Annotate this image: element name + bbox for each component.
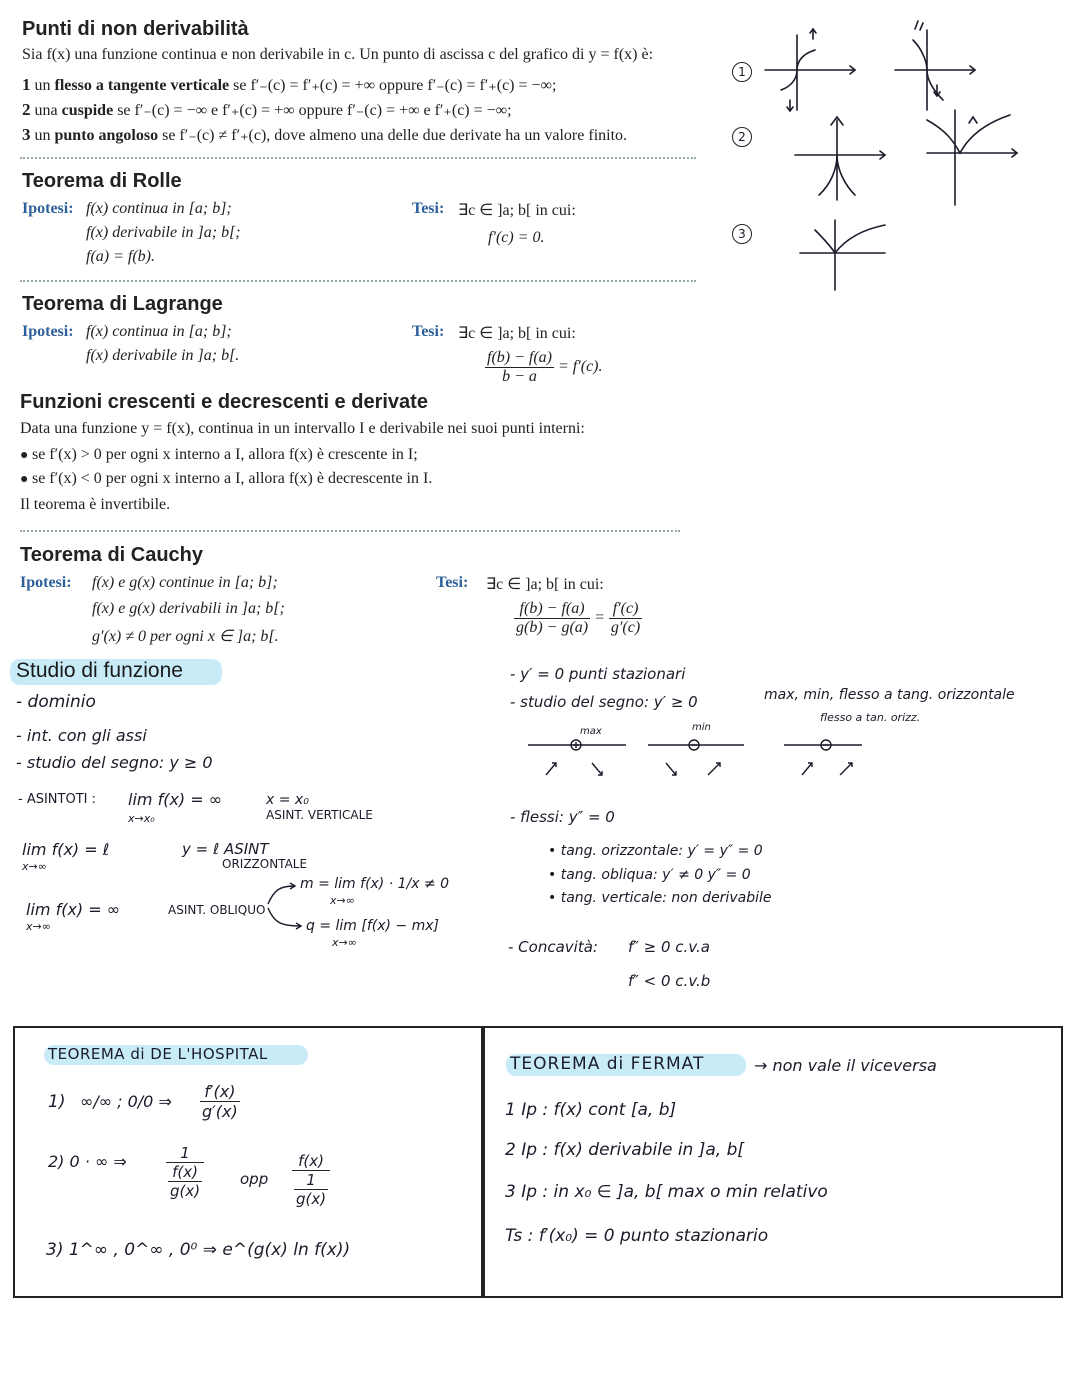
obliquo-q-sub: x→∞: [332, 936, 357, 949]
fraction-denominator: g′(c): [610, 619, 641, 636]
fraction-numerator: 1: [166, 1144, 204, 1163]
fraction-numerator: f(b) − f(a): [487, 349, 552, 366]
formula-rhs: = f′(c).: [558, 358, 603, 376]
obliquo-m-formula: m = lim f(x) · 1/x ≠ 0: [300, 876, 450, 892]
fraction-denominator: b − a: [502, 368, 537, 385]
section-title-cauchy: Teorema di Cauchy: [20, 544, 204, 566]
bullet-text: se f′(x) < 0 per ogni x interno a I, allora f(x) è decrescente in I.: [31, 470, 433, 487]
sketch-label-1: 1: [732, 62, 752, 82]
hospital-rule-3: 3) 1^∞ , 0^∞ , 0⁰ ⇒ e^(g(x) ln f(x)): [46, 1240, 351, 1260]
cauchy-tesi: ∃c ∈ ]a; b[ in cui:: [486, 576, 604, 593]
hospital-title: TEOREMA di DE L'HOSPITAL: [48, 1045, 268, 1063]
fermat-hyp-2: 2 Ip : f(x) derivabile in ]a, b[: [505, 1140, 744, 1160]
flesso-tang-verticale: • tang. verticale: non derivabile: [548, 890, 772, 906]
divider: [20, 530, 680, 532]
studio-dominio: - dominio: [16, 692, 96, 712]
rolle-tesi-2: f′(c) = 0.: [488, 229, 545, 246]
punti-item-3: [22, 125, 627, 145]
fraction-numerator: f(b) − f(a): [514, 600, 590, 619]
lagrange-tesi-label: Tesi:: [412, 323, 445, 340]
rolle-ipotesi-1: f(x) continua in [a; b];: [86, 200, 232, 217]
studio-segno-derivata: - studio del segno: y′ ≥ 0: [510, 693, 698, 711]
cauchy-formula: [514, 600, 642, 637]
lagrange-ipotesi-2: f(x) derivabile in ]a; b[.: [86, 347, 240, 364]
asintoto-verticale-sub: x→x₀: [128, 812, 155, 825]
hospital-rule-2-label: 2) 0 · ∞ ⇒: [48, 1152, 127, 1171]
studio-flesso-note: flesso a tan. orizz.: [820, 711, 921, 724]
obliquo-q-formula: q = lim [f(x) − mx]: [306, 918, 439, 934]
hospital-rule-1-label: 1): [48, 1092, 66, 1112]
cauchy-ipotesi-1: f(x) e g(x) continue in [a; b];: [92, 574, 278, 591]
hospital-rule-1-forms: ∞/∞ ; 0/0 ⇒: [80, 1092, 172, 1111]
non-derivability-sketches: [755, 25, 1055, 285]
fraction-numerator: f(x): [168, 1163, 202, 1182]
studio-stazionari: - y′ = 0 punti stazionari: [510, 665, 686, 683]
curve-cusp-up: [927, 115, 1010, 153]
item-text: un: [34, 77, 55, 94]
flesso-tang-obliqua: • tang. obliqua: y′ ≠ 0 y″ = 0: [548, 867, 751, 883]
asintoto-verticale-limit: lim f(x) = ∞: [128, 790, 223, 809]
asintoto-orizzontale-eq: y = ℓ ASINT: [182, 840, 269, 858]
rolle-tesi-1: ∃c ∈ ]a; b[ in cui:: [458, 202, 576, 219]
max-label: max: [580, 726, 602, 737]
studio-int-assi: - int. con gli assi: [16, 726, 147, 745]
punti-item-1: [22, 75, 556, 95]
studio-asintoti-label: - ASINTOTI :: [18, 792, 96, 807]
punti-item-2: [22, 100, 512, 120]
bullet-text: se f′(x) > 0 per ogni x interno a I, allora f(x) è crescente in I;: [31, 446, 418, 463]
min-label: min: [692, 722, 711, 733]
asintoto-verticale-eq: x = x₀: [266, 792, 309, 808]
section-title-crescenti: Funzioni crescenti e decrescenti e derivate: [20, 391, 428, 413]
section-title-rolle: Teorema di Rolle: [22, 170, 182, 192]
item-term: punto angoloso: [54, 127, 159, 144]
lagrange-ipotesi-1: f(x) continua in [a; b];: [86, 323, 232, 340]
fermat-note: → non vale il viceversa: [754, 1056, 937, 1075]
sketch-label-3: 3: [732, 224, 752, 244]
sketch-label-2: 2: [732, 127, 752, 147]
fraction-numerator: f′(x): [200, 1082, 240, 1102]
fraction-denominator: g(b) − g(a): [516, 619, 589, 636]
fraction-denominator: g′(x): [202, 1102, 238, 1121]
crescenti-bullet-1: ● se f′(x) > 0 per ogni x interno a I, allora f(x) è crescente in I;: [20, 446, 418, 463]
rolle-ipotesi-3: f(a) = f(b).: [86, 248, 155, 265]
asintoto-orizzontale-limit: lim f(x) = ℓ: [22, 840, 110, 859]
fraction-denominator: g(x): [296, 1190, 327, 1208]
crescenti-intro: Data una funzione y = f(x), continua in un intervallo I e derivabile nei suoi punti interni:: [20, 420, 585, 437]
lagrange-formula: [485, 349, 603, 386]
lagrange-ipotesi-label: Ipotesi:: [22, 323, 74, 340]
cauchy-ipotesi-2: f(x) e g(x) derivabili in ]a; b[;: [92, 600, 285, 617]
crescenti-bullet-2: ● se f′(x) < 0 per ogni x interno a I, allora f(x) è decrescente in I.: [20, 470, 433, 487]
asintoto-obliquo-name: ASINT. OBLIQUO: [168, 903, 266, 917]
concavita-alto: f″ ≥ 0 c.v.a: [628, 938, 710, 956]
hospital-rule-2-opp: opp: [240, 1170, 269, 1188]
fermat-hyp-3: 3 Ip : in x₀ ∈ ]a, b[ max o min relativo: [505, 1182, 828, 1202]
rolle-ipotesi-2: f(x) derivabile in ]a; b[;: [86, 224, 241, 241]
divider: [20, 280, 696, 282]
hospital-rule-2-result: [166, 1144, 204, 1200]
studio-flessi: - flessi: y″ = 0: [510, 808, 615, 826]
item-text: se f′₋(c) ≠ f′₊(c), dove almeno una delle due derivate ha un valore finito.: [158, 127, 628, 144]
hospital-rule-1-result: [200, 1082, 240, 1121]
studio-segno-tipi: max, min, flesso a tang. orizzontale: [764, 687, 1015, 703]
obliquo-m-sub: x→∞: [330, 894, 355, 907]
fraction-numerator: f(x): [292, 1152, 330, 1171]
section-title-lagrange: Teorema di Lagrange: [22, 293, 223, 315]
asintoto-obliquo-limit: lim f(x) = ∞: [26, 900, 121, 919]
rolle-tesi-label: Tesi:: [412, 200, 445, 217]
cauchy-tesi-label: Tesi:: [436, 574, 469, 591]
asintoto-obliquo-sub: x→∞: [26, 920, 51, 933]
studio-segno: - studio del segno: y ≥ 0: [16, 753, 213, 772]
fraction-numerator: f′(c): [609, 600, 642, 619]
asintoto-orizzontale-sub: x→∞: [22, 860, 47, 873]
section-title-punti: Punti di non derivabilità: [22, 18, 249, 40]
item-number: 3: [22, 125, 31, 144]
section-title-studio: Studio di funzione: [16, 659, 183, 682]
asintoto-verticale-name: ASINT. VERTICALE: [266, 808, 373, 822]
equals-sign: =: [594, 609, 605, 627]
fermat-title: TEOREMA di FERMAT: [510, 1054, 705, 1074]
studio-concavita: - Concavità:: [508, 938, 598, 956]
cauchy-ipotesi-3: g′(x) ≠ 0 per ogni x ∈ ]a; b[.: [92, 628, 279, 645]
lagrange-tesi: ∃c ∈ ]a; b[ in cui:: [458, 325, 576, 342]
rolle-ipotesi-label: Ipotesi:: [22, 200, 74, 217]
item-text: se f′₋(c) = f′₊(c) = +∞ oppure f′₋(c) = f′₊(c) = −∞;: [229, 77, 557, 94]
punti-intro: Sia f(x) una funzione continua e non derivabile in c. Un punto di ascissa c del grafico di y = f(x) è:: [22, 46, 654, 63]
fraction-denominator: g(x): [170, 1182, 201, 1200]
item-number: 2: [22, 100, 31, 119]
sign-diagrams: [526, 735, 866, 785]
asintoto-orizzontale-name: ORIZZONTALE: [222, 857, 308, 871]
curve-corner: [815, 225, 885, 253]
divider: [20, 157, 696, 159]
concavita-basso: f″ < 0 c.v.b: [628, 972, 711, 990]
flesso-tang-orizzontale: • tang. orizzontale: y′ = y″ = 0: [548, 843, 763, 859]
fermat-thesis: Ts : f′(x₀) = 0 punto stazionario: [505, 1226, 769, 1246]
item-term: cuspide: [61, 102, 114, 119]
fermat-hyp-1: 1 Ip : f(x) cont [a, b]: [505, 1100, 677, 1120]
item-text: se f′₋(c) = −∞ e f′₊(c) = +∞ oppure f′₋(c) = +∞ e f′₊(c) = −∞;: [113, 102, 512, 119]
fraction-numerator: 1: [294, 1171, 328, 1190]
cauchy-ipotesi-label: Ipotesi:: [20, 574, 72, 591]
item-text: una: [34, 102, 62, 119]
item-term: flesso a tangente verticale: [54, 77, 230, 94]
hospital-rule-2-alt: [292, 1152, 330, 1208]
crescenti-note: Il teorema è invertibile.: [20, 496, 171, 513]
item-number: 1: [22, 75, 31, 94]
item-text: un: [34, 127, 55, 144]
